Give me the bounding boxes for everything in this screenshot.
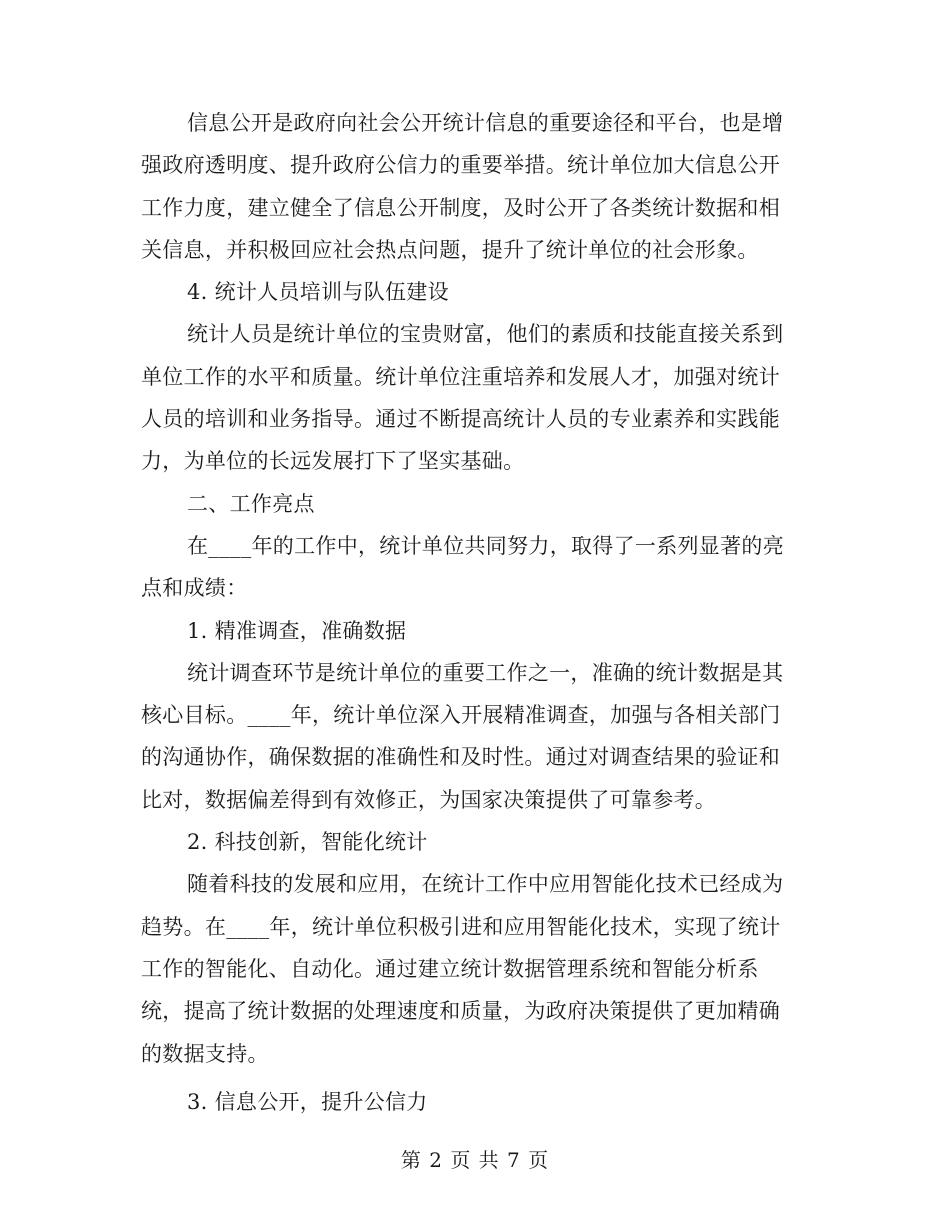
paragraph-line: 人员的培训和业务指导。通过不断提高统计人员的专业素养和实践能 bbox=[141, 407, 780, 432]
paragraph-line: 比对，数据偏差得到有效修正，为国家决策提供了可靠参考。 bbox=[141, 787, 717, 812]
paragraph-line: 在____年的工作中，统计单位共同努力，取得了一系列显著的亮 bbox=[187, 533, 784, 558]
section-heading: 1. 精准调查，准确数据 bbox=[187, 618, 407, 643]
paragraph-line: 信息公开是政府向社会公开统计信息的重要途径和平台，也是增 bbox=[187, 111, 784, 135]
paragraph-line: 随着科技的发展和应用，在统计工作中应用智能化技术已经成为 bbox=[187, 872, 784, 897]
paragraph-line: 单位工作的水平和质量。统计单位注重培养和发展人才，加强对统计 bbox=[141, 364, 780, 389]
paragraph-line: 点和成绩： bbox=[141, 576, 248, 601]
paragraph-line: 工作力度，建立健全了信息公开制度，及时公开了各类统计数据和相 bbox=[141, 195, 780, 220]
section-heading: 3. 信息公开，提升公信力 bbox=[187, 1089, 428, 1114]
paragraph-line: 统计人员是统计单位的宝贵财富，他们的素质和技能直接关系到 bbox=[187, 322, 784, 347]
paragraph-line: 趋势。在____年，统计单位积极引进和应用智能化技术，实现了统计 bbox=[141, 914, 781, 939]
paragraph-line: 的数据支持。 bbox=[141, 1041, 269, 1066]
paragraph-line: 核心目标。____年，统计单位深入开展精准调查，加强与各相关部门 bbox=[141, 703, 781, 728]
document-body bbox=[141, 102, 806, 1123]
section-heading: 2. 科技创新，智能化统计 bbox=[187, 830, 428, 855]
paragraph-line: 关信息，并积极回应社会热点问题，提升了统计单位的社会形象。 bbox=[141, 237, 759, 262]
paragraph-line: 统计调查环节是统计单位的重要工作之一，准确的统计数据是其 bbox=[187, 660, 784, 685]
page-number-footer: 第 2 页 共 7 页 bbox=[400, 1148, 550, 1172]
paragraph-line: 强政府透明度、提升政府公信力的重要举措。统计单位加大信息公开 bbox=[141, 153, 780, 178]
section-heading: 4. 统计人员培训与队伍建设 bbox=[187, 280, 449, 305]
paragraph-line: 力，为单位的长远发展打下了坚实基础。 bbox=[141, 449, 525, 474]
paragraph-line: 统，提高了统计数据的处理速度和质量，为政府决策提供了更加精确 bbox=[141, 999, 780, 1024]
section-heading: 二、工作亮点 bbox=[187, 491, 315, 516]
paragraph-line: 工作的智能化、自动化。通过建立统计数据管理系统和智能分析系 bbox=[141, 956, 759, 981]
paragraph-line: 的沟通协作，确保数据的准确性和及时性。通过对调查结果的验证和 bbox=[141, 745, 780, 770]
